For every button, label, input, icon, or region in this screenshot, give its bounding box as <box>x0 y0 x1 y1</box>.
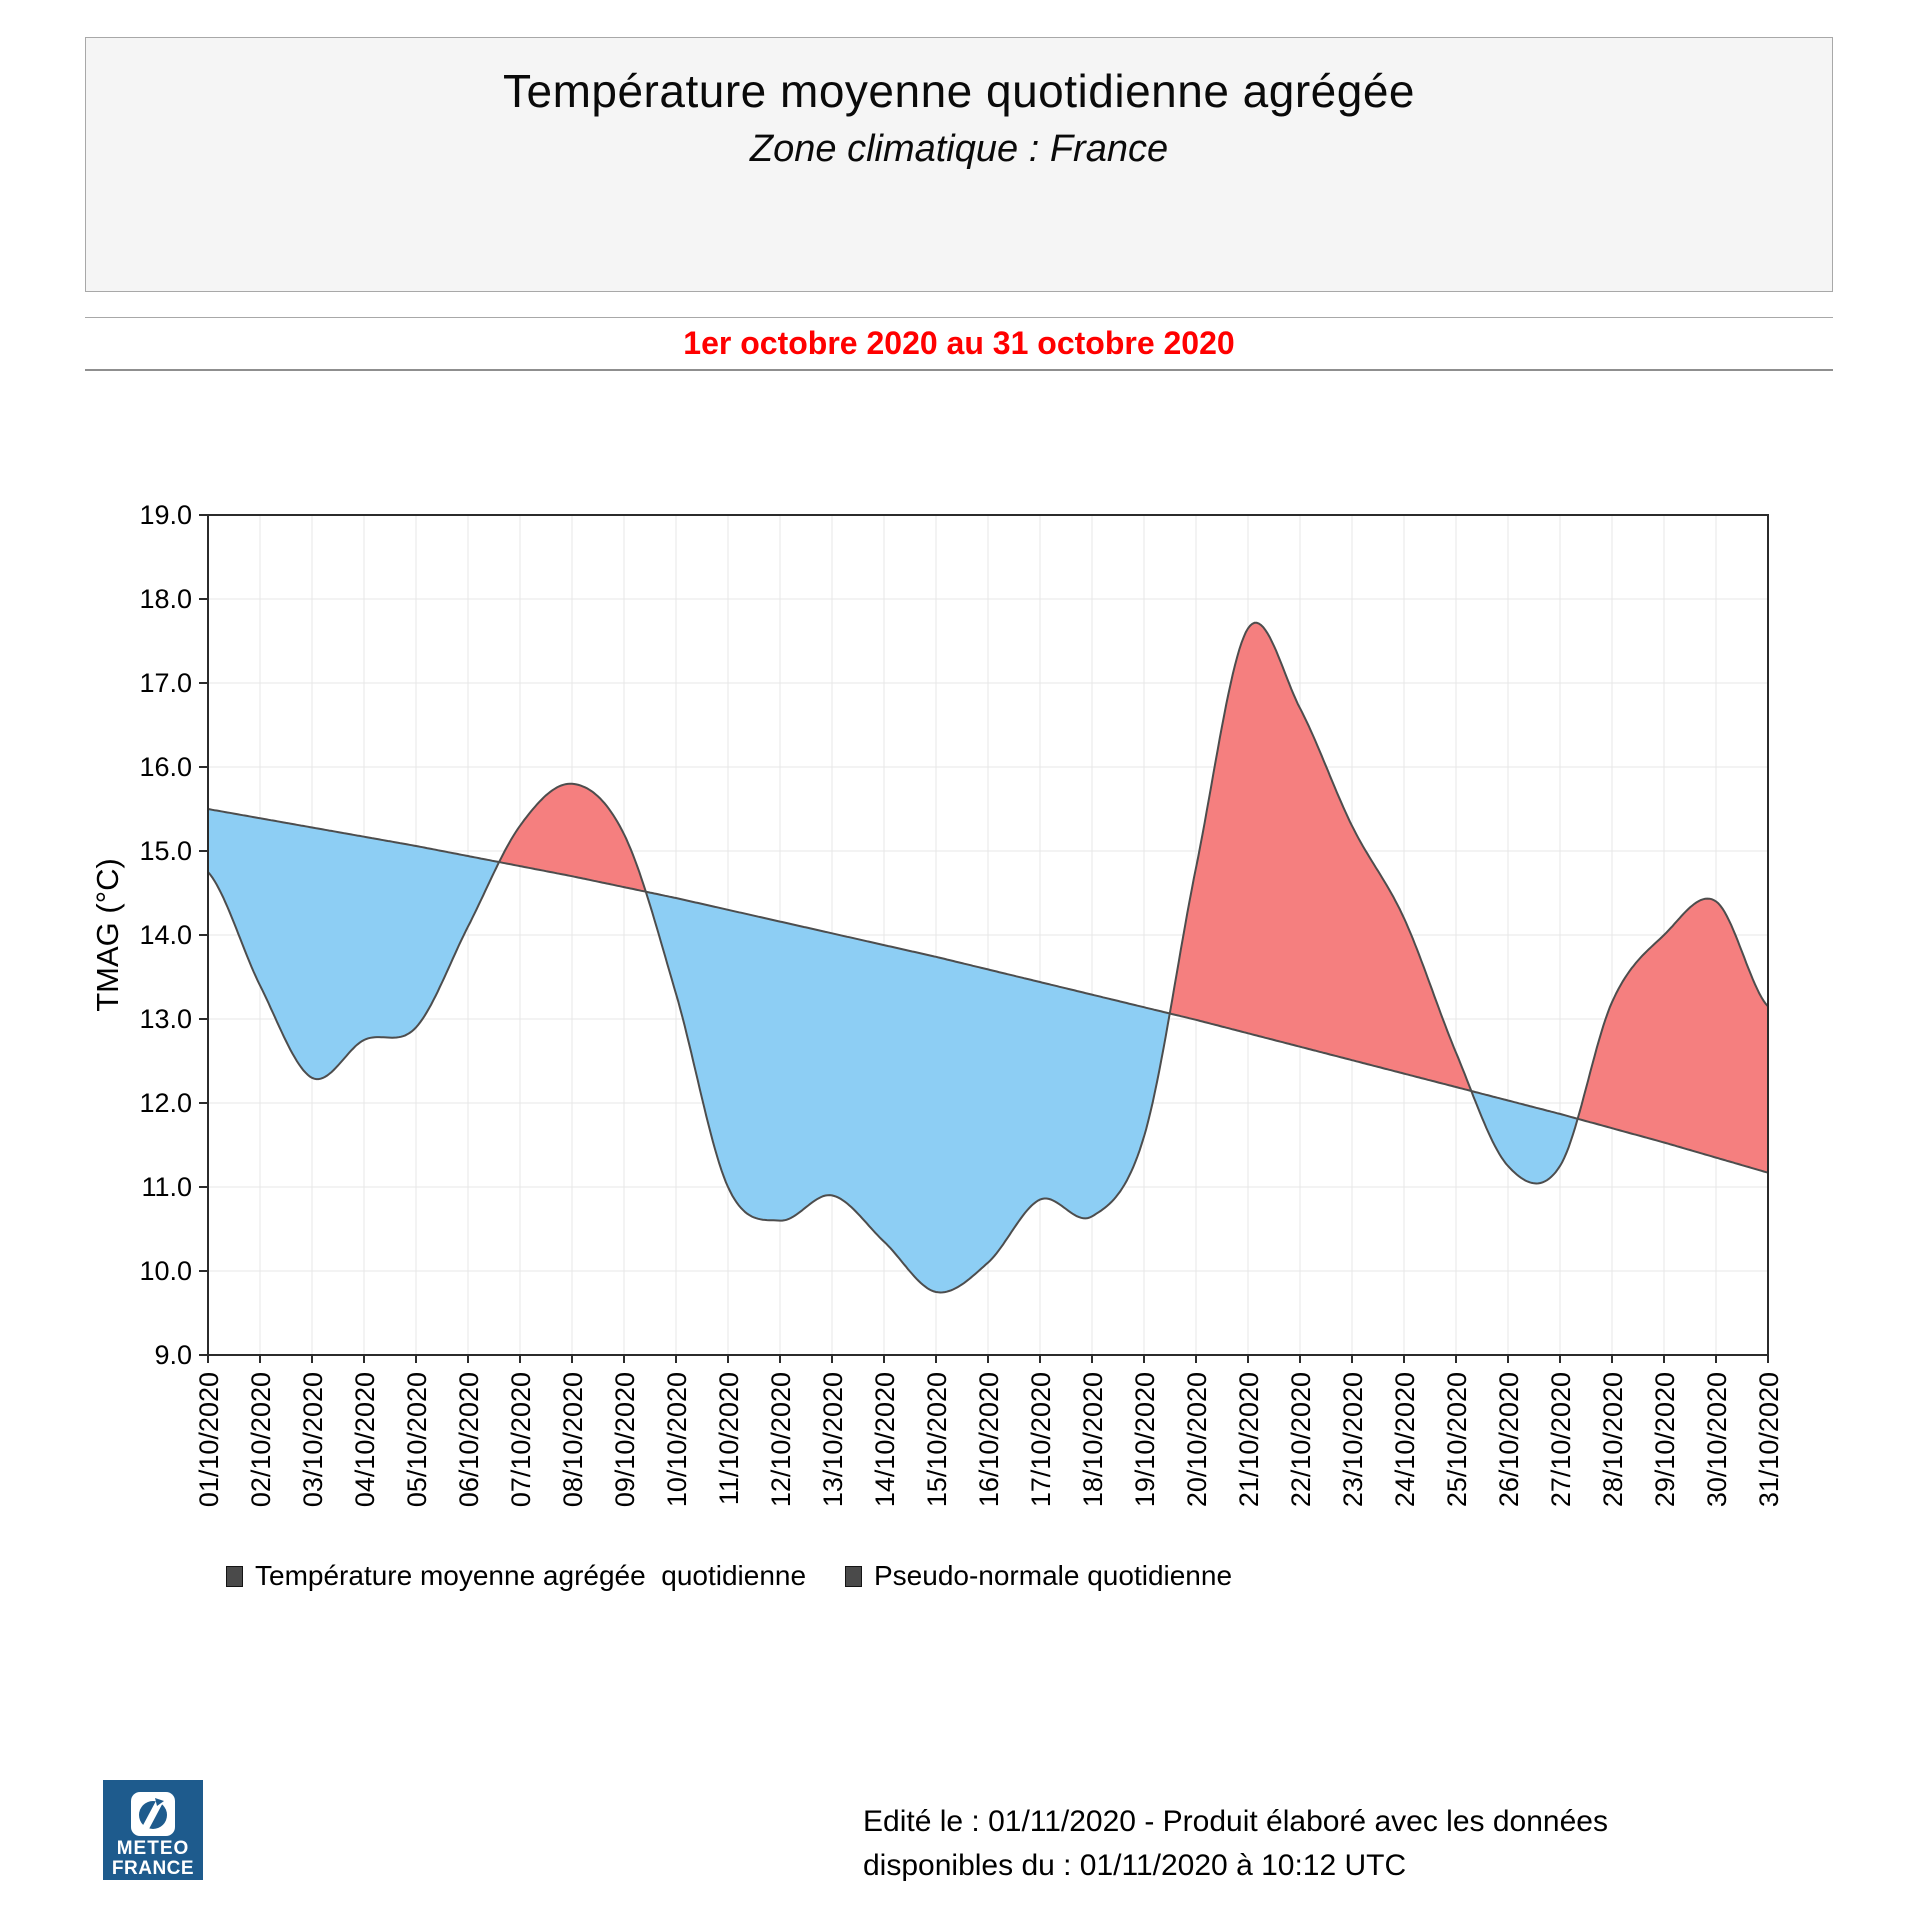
x-tick-label: 11/10/2020 <box>714 1372 744 1506</box>
y-axis-labels <box>139 500 208 1370</box>
x-tick-label: 18/10/2020 <box>1078 1372 1108 1508</box>
legend-item-temperature <box>226 1560 806 1592</box>
y-tick-label: 15.0 <box>139 836 192 866</box>
x-tick-label: 29/10/2020 <box>1650 1372 1680 1508</box>
header-band <box>85 37 1833 292</box>
x-tick-label: 07/10/2020 <box>506 1372 536 1508</box>
y-tick-label: 13.0 <box>139 1004 192 1034</box>
x-tick-label: 17/10/2020 <box>1026 1372 1056 1508</box>
x-tick-label: 30/10/2020 <box>1702 1372 1732 1508</box>
edition-note <box>863 1800 1763 1888</box>
x-tick-label: 06/10/2020 <box>454 1372 484 1508</box>
legend-label-temperature: Température moyenne agrégée quotidienne <box>255 1560 807 1591</box>
y-tick-label: 11.0 <box>141 1172 192 1202</box>
area-above-normal <box>1170 623 1472 1091</box>
page-subtitle: Zone climatique : France <box>749 128 1169 170</box>
x-tick-label: 31/10/2020 <box>1754 1372 1784 1508</box>
y-tick-label: 14.0 <box>139 920 192 950</box>
logo-text-france: FRANCE <box>111 1858 195 1879</box>
x-tick-label: 05/10/2020 <box>402 1372 432 1508</box>
x-tick-label: 21/10/2020 <box>1234 1372 1264 1508</box>
x-tick-label: 01/10/2020 <box>194 1372 224 1508</box>
x-tick-label: 09/10/2020 <box>610 1372 640 1508</box>
x-tick-label: 27/10/2020 <box>1546 1372 1576 1508</box>
logo-text-meteo: METEO <box>116 1838 190 1859</box>
x-tick-label: 16/10/2020 <box>974 1372 1004 1508</box>
y-tick-label: 16.0 <box>139 752 192 782</box>
x-tick-label: 19/10/2020 <box>1130 1372 1160 1508</box>
area-above-normal <box>1578 899 1768 1173</box>
y-tick-label: 9.0 <box>154 1340 192 1370</box>
x-tick-label: 22/10/2020 <box>1286 1372 1316 1508</box>
x-tick-label: 12/10/2020 <box>766 1372 796 1508</box>
x-tick-label: 13/10/2020 <box>818 1372 848 1508</box>
x-tick-label: 26/10/2020 <box>1494 1372 1524 1508</box>
normale-series-marker-icon <box>845 1566 862 1587</box>
meteo-france-logo <box>103 1780 203 1880</box>
legend-item-normale <box>845 1560 1232 1592</box>
period-band <box>85 317 1833 371</box>
y-tick-label: 18.0 <box>139 584 192 614</box>
x-tick-label: 24/10/2020 <box>1390 1372 1420 1508</box>
x-tick-label: 14/10/2020 <box>870 1372 900 1508</box>
y-tick-label: 17.0 <box>139 668 192 698</box>
area-below-normal <box>646 892 1170 1293</box>
x-tick-label: 20/10/2020 <box>1182 1372 1212 1508</box>
x-tick-label: 04/10/2020 <box>350 1372 380 1508</box>
x-axis-labels <box>194 1355 1784 1507</box>
y-tick-label: 19.0 <box>139 500 192 530</box>
page-title: Température moyenne quotidienne agrégée <box>502 65 1415 117</box>
y-axis-title: TMAG (°C) <box>90 858 125 1012</box>
x-tick-label: 25/10/2020 <box>1442 1372 1472 1508</box>
x-tick-label: 02/10/2020 <box>246 1372 276 1508</box>
chart-legend <box>0 1560 1920 1600</box>
y-tick-label: 10.0 <box>139 1256 192 1286</box>
period-text: 1er octobre 2020 au 31 octobre 2020 <box>683 325 1235 361</box>
edition-note-line1: Edité le : 01/11/2020 - Produit élaboré avec les données <box>863 1805 1608 1838</box>
y-tick-label: 12.0 <box>139 1088 192 1118</box>
x-tick-label: 08/10/2020 <box>558 1372 588 1508</box>
x-tick-label: 10/10/2020 <box>662 1372 692 1508</box>
x-tick-label: 28/10/2020 <box>1598 1372 1628 1508</box>
temperature-series-marker-icon <box>226 1566 243 1587</box>
x-tick-label: 23/10/2020 <box>1338 1372 1368 1508</box>
meteo-france-symbol-icon <box>131 1792 175 1836</box>
area-below-normal <box>208 809 499 1079</box>
edition-note-line2: disponibles du : 01/11/2020 à 10:12 UTC <box>863 1849 1407 1882</box>
legend-label-normale: Pseudo-normale quotidienne <box>874 1560 1233 1591</box>
x-tick-label: 03/10/2020 <box>298 1372 328 1508</box>
x-tick-label: 15/10/2020 <box>922 1372 952 1508</box>
